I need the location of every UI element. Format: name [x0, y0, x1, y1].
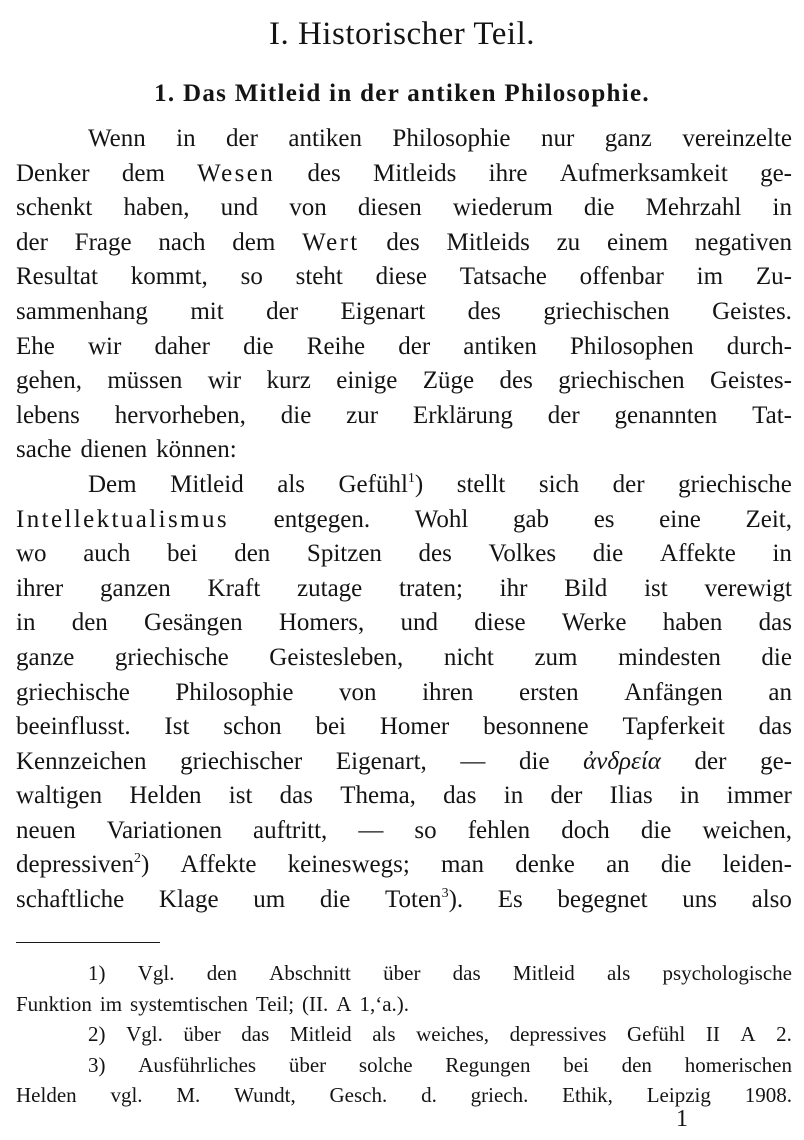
word: depressives — [509, 1022, 607, 1046]
word: ist — [228, 782, 253, 810]
word: 1) — [88, 961, 106, 985]
word: Funktion — [16, 991, 92, 1016]
footnote-line — [16, 958, 792, 989]
word: fehlen — [467, 816, 531, 844]
chapter-title: 1. Das Mitleid in der antiken Philosophie. — [154, 80, 650, 107]
word: uns — [682, 886, 717, 914]
footnote-line — [16, 989, 792, 1020]
word: griechische — [114, 643, 229, 671]
word: der — [550, 782, 583, 810]
word: Wesen — [197, 159, 276, 187]
word: Resultat — [16, 263, 98, 291]
word: die — [660, 851, 692, 879]
word: Variationen — [106, 816, 222, 844]
word: Wundt, — [234, 1083, 296, 1107]
word: negativen — [694, 228, 792, 256]
text-line — [16, 468, 792, 503]
word: Philosophen — [570, 332, 694, 360]
word: kommt, — [130, 263, 208, 291]
word: 1908. — [744, 1083, 792, 1107]
word: Thema, — [340, 782, 416, 810]
word: Werke — [561, 609, 627, 637]
word: ganzen — [99, 574, 171, 602]
text-line — [16, 745, 792, 780]
footnote-marker: 1 — [407, 470, 415, 486]
word: Aufmerksamkeit — [559, 159, 728, 187]
word: ge- — [760, 747, 792, 775]
word: Gesängen — [144, 609, 243, 637]
word: Wert — [302, 228, 360, 256]
text-line — [16, 433, 792, 468]
word: die — [640, 816, 672, 844]
word: wiederum — [452, 194, 553, 222]
word: sache — [16, 436, 72, 464]
word: hervorheben, — [114, 401, 246, 429]
word: wo — [16, 540, 47, 568]
word: Kraft — [207, 574, 261, 602]
word: offenbar — [579, 263, 664, 291]
word: Mehrzahl — [645, 194, 742, 222]
word: das — [241, 1022, 270, 1046]
word: Tapferkeit — [622, 713, 725, 741]
word: bei — [167, 540, 198, 568]
word: Gesch. — [329, 1083, 388, 1107]
word: Denker — [16, 159, 90, 187]
word: Vgl. — [126, 1022, 163, 1046]
word: der — [612, 470, 645, 498]
text-line — [16, 226, 792, 261]
word: Ehe — [16, 332, 55, 360]
word: Philosophie — [392, 125, 511, 152]
text-line — [16, 157, 792, 192]
word: Erklärung — [412, 401, 513, 429]
text-line — [16, 364, 792, 399]
word: neuen — [16, 816, 76, 844]
word: als — [277, 470, 305, 498]
word: Eigenart — [340, 297, 426, 325]
word: ganz — [604, 125, 652, 152]
word: der — [398, 332, 431, 360]
word: gehen, — [16, 367, 82, 395]
word: in — [503, 782, 524, 810]
word: der — [694, 747, 727, 775]
word: Ausführliches — [138, 1052, 257, 1077]
word: Helden — [129, 782, 202, 810]
word: Mitleid — [170, 470, 244, 498]
word: zur — [346, 401, 379, 429]
word: genannten — [614, 401, 718, 429]
word: ist — [644, 574, 668, 602]
text-line — [16, 883, 792, 918]
word: ihrer — [16, 574, 64, 602]
word: der — [266, 297, 299, 325]
word: solche — [358, 1052, 413, 1077]
word: das — [452, 961, 481, 985]
word: diesen — [357, 194, 422, 222]
word: wir — [207, 367, 242, 395]
word: im — [99, 991, 123, 1016]
text-line — [16, 676, 792, 711]
word: mindesten — [618, 643, 721, 671]
word: Tat- — [752, 401, 792, 429]
word: steht — [295, 263, 343, 291]
word: gab — [512, 505, 550, 533]
word: der — [226, 125, 258, 152]
word: daher — [154, 332, 210, 360]
word: Ist — [164, 713, 190, 741]
word: griechischer — [180, 747, 303, 775]
word: Mitleids — [373, 159, 457, 187]
word: und — [220, 194, 259, 222]
word: so — [414, 816, 437, 844]
footnotes — [16, 958, 792, 1111]
word: Leipzig — [646, 1083, 711, 1107]
word: bei — [563, 1052, 589, 1077]
word: Dem — [88, 470, 137, 498]
word: haben, — [123, 194, 190, 222]
word: um — [253, 886, 286, 914]
word: an — [606, 851, 630, 879]
word: die — [519, 747, 550, 775]
word: vereinzelte — [682, 125, 792, 152]
word: psychologische — [662, 961, 792, 985]
word: als — [372, 1022, 396, 1046]
word: Intellektualismus — [16, 505, 229, 533]
word: zu — [556, 228, 581, 256]
word: des — [418, 540, 452, 568]
word: 1,ʻa.). — [359, 991, 410, 1016]
word: des — [307, 159, 341, 187]
word: leiden- — [722, 851, 792, 879]
word: weichen, — [702, 816, 792, 844]
word: in — [176, 125, 196, 152]
word: die — [319, 886, 351, 914]
word: Geistes. — [712, 297, 792, 325]
word: die — [280, 401, 312, 429]
word: ihren — [422, 678, 474, 706]
word: besonnene — [483, 713, 589, 741]
word: von — [289, 194, 327, 222]
word: ersten — [518, 678, 579, 706]
word: durch- — [726, 332, 792, 360]
word: keineswegs; — [287, 851, 410, 879]
word: Geistesleben, — [269, 643, 404, 671]
text-line — [16, 537, 792, 572]
word: des — [386, 228, 420, 256]
word: Anfängen — [624, 678, 723, 706]
word: den — [206, 961, 238, 985]
word: ganze — [16, 643, 75, 671]
word: Regungen — [445, 1052, 531, 1077]
word: über — [288, 1052, 327, 1077]
word: der — [547, 401, 580, 429]
word: des — [499, 367, 533, 395]
word: schenkt — [16, 194, 93, 222]
text-line — [16, 295, 792, 330]
word: Abschnitt — [269, 961, 351, 985]
word: es — [593, 505, 615, 533]
word: zum — [534, 643, 578, 671]
word: A — [740, 1022, 756, 1046]
word: Wohl — [414, 505, 469, 533]
word: M. — [176, 1083, 201, 1107]
word: Ethik, — [562, 1083, 613, 1107]
word: auch — [83, 540, 131, 568]
word: die — [592, 540, 624, 568]
word: vgl. — [110, 1083, 143, 1107]
word: griechischen — [558, 367, 685, 395]
word: das — [758, 609, 792, 637]
word: Affekte — [180, 851, 257, 879]
word: entgegen. — [273, 505, 371, 533]
word: haben — [662, 609, 723, 637]
word: die — [761, 643, 792, 671]
word: griechischen — [543, 297, 670, 325]
word: das — [279, 782, 313, 810]
text-line — [16, 260, 792, 295]
word: Wenn — [88, 125, 146, 152]
word: denke — [515, 851, 575, 879]
text-line — [16, 572, 792, 607]
word: Kennzeichen — [16, 747, 147, 775]
word: Homer — [379, 713, 450, 741]
word: in — [16, 609, 36, 637]
word: griechische — [16, 678, 130, 706]
footnote-divider — [16, 942, 160, 943]
word: Homers, — [278, 609, 365, 637]
word: antiken — [463, 332, 537, 360]
word: Mitleid — [512, 961, 575, 985]
word: müssen — [107, 367, 183, 395]
word: dem — [121, 159, 165, 187]
word: (II. — [302, 991, 329, 1016]
footnote-marker: 3 — [441, 885, 449, 901]
word: nicht — [443, 643, 494, 671]
word: Bild — [564, 574, 608, 602]
word: Reihe — [306, 332, 366, 360]
word: über — [383, 961, 421, 985]
word: das — [758, 713, 792, 741]
word: immer — [726, 782, 792, 810]
word: Helden — [16, 1083, 77, 1107]
word: Volkes — [488, 540, 557, 568]
word: Teil; — [255, 991, 295, 1016]
word: 2. — [776, 1022, 792, 1046]
text-line — [16, 710, 792, 745]
word: Gefühl$^1$) — [338, 470, 424, 498]
word: wir — [88, 332, 122, 360]
word: die — [243, 332, 274, 360]
word: homerischen — [684, 1052, 792, 1077]
word: bei — [315, 713, 346, 741]
word: depressiven$^2$) — [16, 851, 150, 879]
word: ihre — [488, 159, 528, 187]
footnote-line — [16, 1050, 792, 1081]
word: im — [696, 263, 724, 291]
word: des — [467, 297, 501, 325]
word: kurz — [266, 367, 311, 395]
word: Spitzen — [306, 540, 382, 568]
word: Es — [497, 886, 523, 914]
text-line — [16, 779, 792, 814]
text-line — [16, 503, 792, 538]
word: traten; — [399, 574, 463, 602]
word: systemtischen — [130, 991, 248, 1016]
word: einem — [606, 228, 669, 256]
word: Züge — [422, 367, 475, 395]
word: dienen — [80, 436, 148, 464]
word: Tatsache — [459, 263, 547, 291]
body-text — [16, 122, 792, 918]
word: zutage — [297, 574, 363, 602]
word: begegnet — [557, 886, 648, 914]
word: an — [768, 678, 792, 706]
word: Eigenart, — [335, 747, 427, 775]
word: das — [443, 782, 477, 810]
word: — — [358, 816, 384, 844]
word: — — [460, 747, 486, 775]
word: beeinflusst. — [16, 713, 131, 741]
text-line — [16, 814, 792, 849]
word: den — [234, 540, 271, 568]
word: den — [71, 609, 108, 637]
word: A — [336, 991, 352, 1016]
word: Mitleid — [289, 1022, 352, 1046]
word: Mitleids — [446, 228, 530, 256]
word: über — [183, 1022, 221, 1046]
word: schon — [223, 713, 282, 741]
word: auftritt, — [253, 816, 328, 844]
word: so — [240, 263, 263, 291]
word: nur — [540, 125, 575, 152]
word: stellt — [456, 470, 506, 498]
word: verewigt — [704, 574, 792, 602]
word: Geistes- — [709, 367, 792, 395]
word: Ilias — [609, 782, 653, 810]
part-title: I. Historischer Teil. — [268, 16, 536, 52]
word: diese — [474, 609, 526, 637]
word: sammenhang — [16, 297, 148, 325]
word: und — [400, 609, 438, 637]
word: die — [583, 194, 615, 222]
word: lebens — [16, 401, 80, 429]
word: diese — [375, 263, 427, 291]
text-line — [16, 399, 792, 434]
word: können: — [156, 436, 237, 464]
word: in — [679, 782, 700, 810]
word: griech. — [470, 1083, 529, 1107]
word: Toten$^3$). — [384, 885, 464, 914]
word: Philosophie — [175, 678, 294, 706]
word: Affekte — [659, 540, 736, 568]
word: sich — [538, 470, 580, 498]
footnote-line — [16, 1019, 792, 1050]
text-line — [16, 191, 792, 226]
word: Zu- — [755, 263, 792, 291]
word: II — [705, 1022, 720, 1046]
word: waltigen — [16, 782, 103, 810]
word: ihr — [499, 574, 528, 602]
word: Vgl. — [137, 961, 175, 985]
word: Zeit, — [745, 505, 792, 533]
word: doch — [561, 816, 610, 844]
page-number: 1 — [676, 1106, 688, 1132]
footnote-marker: 2 — [134, 851, 142, 867]
word: mit — [190, 297, 224, 325]
text-line — [16, 848, 792, 883]
word: dem — [232, 228, 276, 256]
text-line — [16, 606, 792, 641]
word: Frage — [74, 228, 132, 256]
word: als — [606, 961, 631, 985]
word: Klage — [158, 886, 219, 914]
word: antiken — [288, 125, 362, 152]
word: nach — [158, 228, 206, 256]
word: von — [339, 678, 377, 706]
word: der — [16, 228, 48, 256]
word: ge- — [760, 159, 792, 187]
word: eine — [659, 505, 701, 533]
text-line — [16, 330, 792, 365]
word: einige — [336, 367, 398, 395]
word: schaftliche — [16, 886, 125, 914]
word: ἀνδρεία — [583, 747, 661, 775]
word: in — [772, 540, 792, 568]
word: 2) — [88, 1022, 106, 1046]
word: griechische — [678, 470, 792, 498]
word: den — [621, 1052, 652, 1077]
word: d. — [421, 1083, 437, 1107]
word: man — [440, 851, 485, 879]
word: Gefühl — [626, 1022, 686, 1046]
text-line — [16, 641, 792, 676]
text-line — [16, 122, 792, 157]
word: also — [751, 886, 792, 914]
word: in — [772, 194, 792, 222]
word: 3) — [88, 1052, 106, 1077]
word: weiches, — [416, 1022, 490, 1046]
